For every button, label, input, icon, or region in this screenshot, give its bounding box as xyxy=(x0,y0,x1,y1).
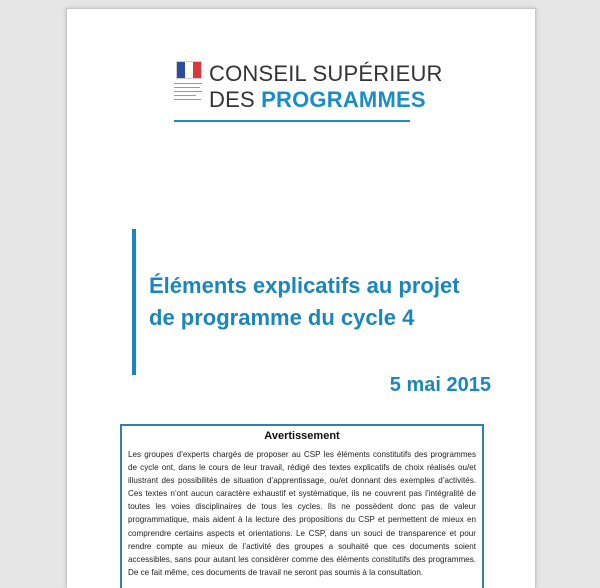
warning-title: Avertissement xyxy=(264,430,340,442)
csp-logo xyxy=(174,55,443,135)
logo-underline xyxy=(174,120,410,122)
title-line1: Éléments explicatifs au projet xyxy=(149,273,460,298)
warning-box xyxy=(120,424,484,588)
document-date: 5 mai 2015 xyxy=(389,374,491,396)
document-page xyxy=(66,8,536,588)
logo-text-accent: PROGRAMMES xyxy=(261,87,426,112)
title-line2: de programme du cycle 4 xyxy=(149,305,415,330)
logo-text-line1: CONSEIL SUPÉRIEUR xyxy=(209,61,443,86)
document-title xyxy=(149,270,519,334)
marianne-logo-icon xyxy=(174,61,204,111)
logo-text-line2 xyxy=(209,87,426,113)
logo-text-prefix: DES xyxy=(209,87,262,112)
title-accent-bar xyxy=(132,229,136,375)
warning-body: Les groupes d’experts chargés de proposer au CSP les éléments constitutifs des programmes de cycle ont, dans le cours de leur travail, rédigé des textes explicatifs de choix réalisés ou/et illustrant des possibilités de situation d’apprentissage, ou/et donnant des exemples d’activités. Ces textes n’ont aucun caractère exhaustif et systématique, ils ne couvrent pas l’intégralité de toutes les voies disciplinaires de tous les cycles. Ils ne possèdent donc pas de valeur programmatique, mais aident à la lecture des propositions du CSP et permettent de mieux en comprendre certains aspects et orientations. Le CSP, dans un souci de transparence et pour rendre compte au mieux de l’activité des groupes a souhaité que ces documents soient accessibles, sans pour autant les considérer comme des éléments constitutifs des programmes. De ce fait même, ces documents de travail ne seront pas soumis à la consultation. xyxy=(128,450,476,577)
